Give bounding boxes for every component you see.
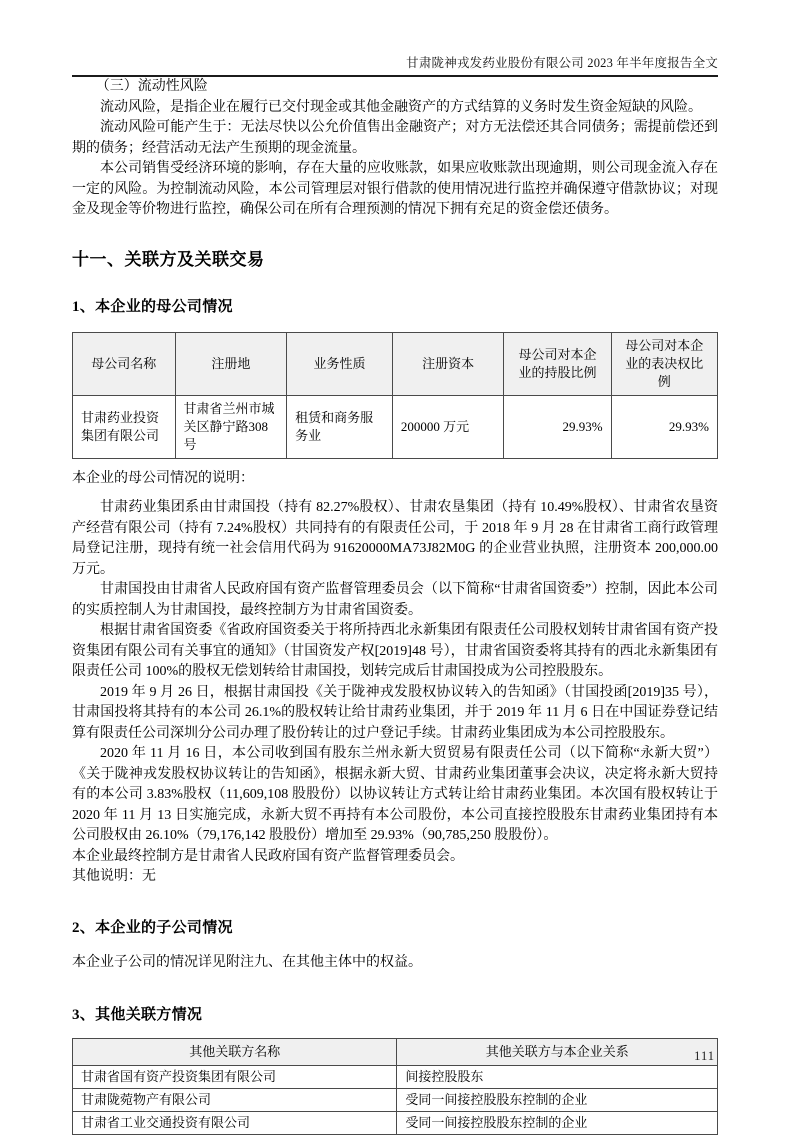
liquidity-risk-heading: （三）流动性风险	[95, 79, 208, 94]
business-nature: 租赁和商务服务业	[287, 395, 393, 458]
other-related-parties-table	[72, 1038, 718, 1135]
related-party-relation: 受同一间接控股股东控制的企业	[397, 1089, 718, 1112]
column-header: 母公司对本企业的表决权比例	[611, 332, 717, 395]
paragraph: 2020 年 11 月 16 日，本公司收到国有股东兰州永新大贸贸易有限责任公司（以下简称“永新大贸”）《关于陇神戎发股权协议转让的告知函》，根据永新大贸、甘肃药业集团董事会决议，决定将永新大贸持有的本公司 3.83%股权（11,609,108 股股份）以协议转让方式转让给甘肃药业集团。本次国有股权转让于 2020 年 11 月 13 日实施完成，永新大贸不再持有本公司股份，本公司直接控股股东甘肃药业集团持有本公司股权由 26.10%（79,176,142 股股份）增加至 29.93%（90,785,250 股股份）。	[72, 746, 718, 843]
column-header: 母公司名称	[73, 332, 176, 395]
registered-address: 甘肃省兰州市城关区静宁路308号	[175, 395, 287, 458]
subsection-heading-other-related: 3、其他关联方情况	[72, 1007, 203, 1023]
table-row	[73, 1089, 718, 1112]
shareholding-ratio: 29.93%	[504, 395, 611, 458]
column-header: 注册资本	[392, 332, 504, 395]
related-party-name: 甘肃陇菀物产有限公司	[73, 1089, 397, 1112]
table-row	[73, 395, 718, 458]
liquidity-risk-section	[72, 77, 718, 221]
paragraph: 2019 年 9 月 26 日，根据甘肃国投《关于陇神戎发股权协议转入的告知函》（甘国投函[2019]35 号），甘肃国投将其持有的本公司 26.1%的股权转让给甘肃药业集团，并于 2019 年 11 月 6 日在中国证券登记结算有限责任公司深圳分公司办理了股份转让的过户登记手续。甘肃药业集团成为本公司控股股东。	[72, 684, 718, 741]
parent-company-name: 甘肃药业投资集团有限公司	[73, 395, 176, 458]
other-note: 其他说明：无	[72, 869, 156, 884]
paragraph: 根据甘肃省国资委《省政府国资委关于将所持西北永新集团有限责任公司股权划转甘肃省国有资产投资集团有限公司有关事宜的通知》（甘国资发产权[2019]48 号），甘肃省国资委将其持有的西北永新集团有限责任公司 100%的股权无偿划转给甘肃国投，划转完成后甘肃国投成为公司控股股东。	[72, 623, 718, 679]
column-header: 业务性质	[287, 332, 393, 395]
related-party-name: 甘肃省国有资产投资集团有限公司	[73, 1066, 397, 1089]
paragraph: 本公司销售受经济环境的影响，存在大量的应收账款，如果应收账款出现逾期，则公司现金流入存在一定的风险。为控制流动风险，本公司管理层对银行借款的使用情况进行监控并确保遵守借款协议；对现金及现金等价物进行监控，确保公司在所有合理预测的情况下拥有充足的资金偿还债务。	[72, 161, 718, 217]
related-party-relation: 间接控股股东	[397, 1066, 718, 1089]
related-party-relation: 受同一间接控股股东控制的企业	[397, 1112, 718, 1135]
table-header-row	[73, 1039, 718, 1066]
running-header: 甘肃陇神戎发药业股份有限公司 2023 年半年度报告全文	[72, 55, 718, 77]
parent-company-table	[72, 332, 718, 459]
voting-rights-ratio: 29.93%	[611, 395, 717, 458]
column-header: 母公司对本企业的持股比例	[504, 332, 611, 395]
column-header: 注册地	[175, 332, 287, 395]
page-number: 111	[694, 1049, 715, 1063]
parent-company-note-title: 本企业的母公司情况的说明：	[72, 470, 254, 486]
table-row	[73, 1066, 718, 1089]
column-header: 其他关联方与本企业关系	[397, 1039, 718, 1066]
subsidiaries-paragraph: 本企业子公司的情况详见附注九、在其他主体中的权益。	[72, 954, 422, 970]
related-party-name: 甘肃省工业交通投资有限公司	[73, 1112, 397, 1135]
paragraph: 流动风险，是指企业在履行已交付现金或其他金融资产的方式结算的义务时发生资金短缺的风险。	[100, 99, 702, 115]
column-header: 其他关联方名称	[73, 1039, 397, 1066]
paragraph: 甘肃药业集团系由甘肃国投（持有 82.27%股权）、甘肃农垦集团（持有 10.49%股权）、甘肃省农垦资产经营有限公司（持有 7.24%股权）共同持有的有限责任公司，于 2018 年 9 月 28 在甘肃省工商行政管理局登记注册，现持有统一社会信用代码为 91620000MA73J82M0G 的企业营业执照，注册资本 200,000.00 万元。	[72, 500, 718, 577]
subsection-heading-subsidiaries: 2、本企业的子公司情况	[72, 919, 233, 936]
table-row	[73, 1112, 718, 1135]
ultimate-controller-note: 本企业最终控制方是甘肃省人民政府国有资产监督管理委员会。	[72, 848, 464, 864]
section-heading-related-party: 十一、关联方及关联交易	[72, 249, 265, 269]
registered-capital: 200000 万元	[392, 395, 504, 458]
paragraph: 流动风险可能产生于：无法尽快以公允价值售出金融资产；对方无法偿还其合同债务；需提前偿还到期的债务；经营活动无法产生预期的现金流量。	[72, 120, 718, 156]
paragraph: 甘肃国投由甘肃省人民政府国有资产监督管理委员会（以下简称“甘肃省国资委”）控制，因此本公司的实质控制人为甘肃国投，最终控制方为甘肃省国资委。	[72, 582, 718, 618]
parent-company-explanation	[72, 498, 718, 888]
subsection-heading-parent-company: 1、本企业的母公司情况	[72, 298, 233, 315]
table-header-row	[73, 332, 718, 395]
